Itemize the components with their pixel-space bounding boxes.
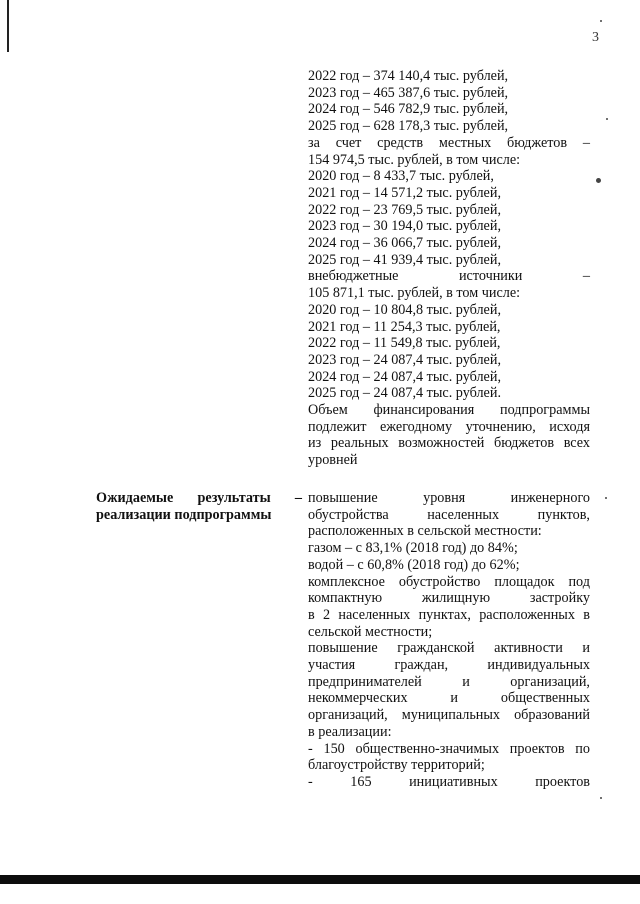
word: бюджетов [493, 435, 555, 452]
financing-block [308, 68, 590, 469]
scan-edge-line [7, 0, 9, 52]
word: участия [308, 657, 356, 674]
word: 165 [350, 773, 372, 790]
word: подпрограммы [500, 402, 590, 419]
word: комплексное [308, 573, 385, 590]
word: и [582, 640, 590, 657]
scan-speck [596, 178, 601, 183]
word: подлежит [308, 418, 367, 435]
financing-line: 2021 год – 11 254,3 тыс. рублей, [308, 318, 501, 335]
word: 2 [323, 606, 331, 623]
word: – [582, 268, 590, 285]
word: граждан, [394, 657, 449, 674]
results-line [308, 640, 590, 657]
scan-speck [605, 497, 607, 499]
results-block [308, 490, 590, 791]
financing-line: 2022 год – 23 769,5 тыс. рублей, [308, 201, 501, 218]
financing-line: 2020 год – 10 804,8 тыс. рублей, [308, 301, 501, 318]
word: предпринимателей [308, 673, 422, 690]
financing-top-lines [308, 68, 590, 135]
page-number: 3 [592, 30, 599, 45]
word: - [308, 740, 313, 757]
results-line: расположенных в сельской местности: [308, 523, 542, 540]
scan-speck [600, 20, 602, 22]
word: компактную [308, 590, 383, 607]
results-line [308, 507, 590, 524]
word: некоммерческих [308, 690, 408, 707]
word: обустройства [308, 506, 389, 523]
financing-line: 2024 год – 24 087,4 тыс. рублей, [308, 368, 501, 385]
financing-line: 2025 год – 24 087,4 тыс. рублей. [308, 385, 501, 402]
word: повышение [308, 490, 378, 506]
word: и [462, 673, 470, 690]
financing-line: 105 871,1 тыс. рублей, в том числе: [308, 285, 521, 302]
local-budget-heading [308, 135, 590, 152]
note-line [308, 419, 590, 436]
financing-line: 2023 год – 465 387,6 тыс. рублей, [308, 84, 509, 101]
financing-line: 2024 год – 36 066,7 тыс. рублей, [308, 235, 501, 252]
word: пунктов, [537, 506, 590, 523]
word: уровня [423, 490, 466, 506]
financing-line: 154 974,5 тыс. рублей, в том числе: [308, 151, 521, 168]
note-line [308, 435, 590, 452]
word: источники [458, 268, 523, 285]
word: из [308, 435, 322, 452]
results-line: газом – с 83,1% (2018 год) до 84%; [308, 540, 518, 557]
word: исходя [549, 418, 590, 435]
results-line: сельской местности; [308, 623, 433, 640]
financing-line: 2021 год – 14 571,2 тыс. рублей, [308, 184, 501, 201]
word: – [294, 490, 302, 506]
note-line: уровней [308, 452, 358, 469]
results-line: в реализации: [308, 723, 392, 740]
results-line [308, 490, 590, 507]
financing-line: 2023 год – 30 194,0 тыс. рублей, [308, 218, 501, 235]
financing-line: 2022 год – 11 549,8 тыс. рублей, [308, 335, 501, 352]
word: реальных [330, 435, 389, 452]
results-line [308, 774, 590, 791]
word: в [308, 606, 315, 623]
word: населенных [338, 606, 411, 623]
results-line [308, 707, 590, 724]
word: образований [514, 707, 590, 724]
results-line [308, 674, 590, 691]
word: гражданской [397, 640, 475, 657]
word: обустройство [398, 573, 481, 590]
word: организаций, [308, 707, 388, 724]
results-line [308, 590, 590, 607]
word: за [308, 134, 320, 151]
financing-line: 2025 год – 41 939,4 тыс. рублей, [308, 251, 501, 268]
word: под [568, 573, 590, 590]
word: застройку [529, 590, 590, 607]
extrabudget-lines [308, 285, 590, 402]
word: площадок [494, 573, 555, 590]
word: ежегодному [379, 418, 453, 435]
word: Объем [308, 402, 348, 419]
word: проектов [535, 773, 590, 790]
results-label [96, 490, 302, 524]
word: пунктах, [418, 606, 471, 623]
word: местных [438, 134, 492, 151]
word: общественных [500, 690, 590, 707]
financing-line: 2022 год – 374 140,4 тыс. рублей, [308, 68, 509, 84]
word: средств [377, 134, 424, 151]
scan-bottom-bar [0, 875, 640, 884]
word: индивидуальных [487, 657, 590, 674]
word: муниципальных [401, 707, 501, 724]
word: всех [563, 435, 590, 452]
results-line: благоустройству территорий; [308, 757, 485, 774]
word: возможностей [398, 435, 485, 452]
word: населенных [427, 506, 500, 523]
word: результаты [197, 490, 271, 506]
results-label-line [96, 490, 302, 507]
word: расположенных [479, 606, 575, 623]
results-line [308, 574, 590, 591]
word: бюджетов [507, 134, 568, 151]
scan-speck [606, 118, 608, 120]
word: уточнению, [465, 418, 536, 435]
word: и [450, 690, 459, 707]
results-line [308, 657, 590, 674]
financing-line: 2020 год – 8 433,7 тыс. рублей, [308, 168, 494, 185]
word: – [582, 134, 590, 151]
word: организаций, [510, 673, 590, 690]
note-line [308, 402, 590, 419]
results-line [308, 690, 590, 707]
word: жилищную [421, 590, 491, 607]
results-label-line: реализации подпрограммы [96, 506, 272, 523]
word: инициативных [409, 773, 498, 790]
local-budget-lines [308, 152, 590, 269]
financing-line: 2025 год – 628 178,3 тыс. рублей, [308, 118, 509, 135]
financing-line: 2024 год – 546 782,9 тыс. рублей, [308, 101, 509, 118]
word: проектов [509, 740, 565, 757]
word: - [308, 773, 313, 790]
word: инженерного [510, 490, 590, 506]
word: счет [335, 134, 362, 151]
extrabudget-heading [308, 268, 590, 285]
scan-speck [600, 797, 602, 799]
word: по [575, 740, 590, 757]
results-line: водой – с 60,8% (2018 год) до 62%; [308, 556, 520, 573]
word: общественно-значимых [355, 740, 500, 757]
word: повышение [308, 640, 378, 657]
financing-line: 2023 год – 24 087,4 тыс. рублей, [308, 351, 501, 368]
financing-note [308, 402, 590, 469]
word: финансирования [373, 402, 475, 419]
results-line [308, 607, 590, 624]
word: Ожидаемые [96, 490, 174, 506]
word: внебюджетные [308, 268, 399, 285]
results-line [308, 741, 590, 758]
word: 150 [323, 740, 345, 757]
word: активности [494, 640, 563, 657]
word: в [583, 606, 590, 623]
